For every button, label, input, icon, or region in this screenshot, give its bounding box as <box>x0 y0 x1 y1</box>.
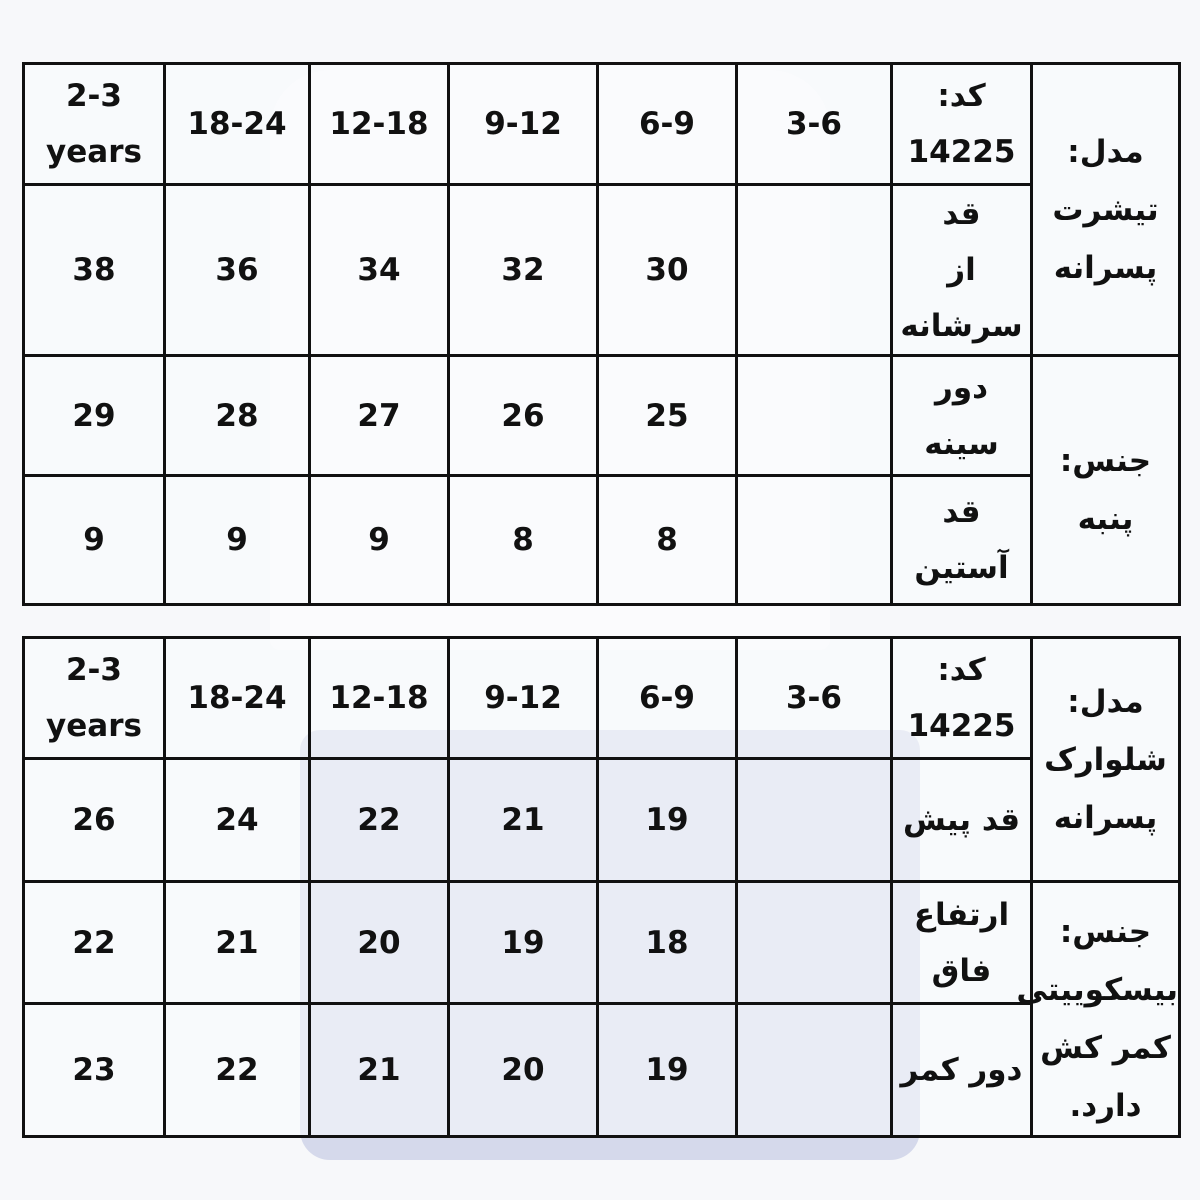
header-row <box>24 64 1180 185</box>
size-value: 24 <box>165 759 310 882</box>
measurement-row <box>24 476 1180 605</box>
measurement-label-text: از سرشانه <box>900 252 1023 344</box>
model-cell <box>1032 638 1180 882</box>
measurement-label-text: قد آستین <box>914 494 1009 586</box>
size-value: 38 <box>24 185 165 356</box>
model-text: شلوارک <box>1044 741 1167 778</box>
measurement-label <box>892 185 1032 356</box>
measurement-label <box>892 882 1032 1004</box>
measurement-row <box>24 356 1180 476</box>
size-value: 34 <box>310 185 449 356</box>
header-row <box>24 638 1180 759</box>
size-value: 22 <box>310 759 449 882</box>
size-value: 21 <box>449 759 598 882</box>
size-value <box>737 1004 892 1137</box>
size-header: 3-6 <box>737 64 892 185</box>
material-text: کمر کش <box>1040 1030 1171 1066</box>
size-value: 21 <box>310 1004 449 1137</box>
measurement-label-text: ارتفاع فاق <box>913 896 1010 989</box>
size-value: 25 <box>598 356 737 476</box>
size-value: 27 <box>310 356 449 476</box>
material-cell <box>1016 882 1180 1137</box>
size-value: 30 <box>598 185 737 356</box>
size-header: 6-9 <box>598 64 737 185</box>
size-value: 21 <box>165 882 310 1004</box>
size-value <box>737 185 892 356</box>
material-cell <box>1032 356 1180 605</box>
size-value: 8 <box>598 476 737 605</box>
size-value: 32 <box>449 185 598 356</box>
measurement-label-text: دور کمر <box>900 1052 1023 1089</box>
size-value: 20 <box>449 1004 598 1137</box>
measurement-row <box>24 882 1180 1004</box>
size-value: 9 <box>24 476 165 605</box>
size-header: 12-18 <box>310 638 449 759</box>
size-value: 23 <box>24 1004 165 1137</box>
measurement-label <box>892 356 1032 476</box>
material-text: جنس: <box>1059 914 1152 950</box>
size-value: 26 <box>24 759 165 882</box>
code-value: 14225 <box>907 708 1016 744</box>
model-text: پسرانه <box>1053 249 1158 286</box>
measurement-row <box>24 185 1180 356</box>
shorts-size-table <box>22 636 1181 1138</box>
size-header: 2-3 years <box>24 64 165 185</box>
tshirt-size-table <box>22 62 1181 606</box>
size-value: 19 <box>598 1004 737 1137</box>
size-value <box>737 476 892 605</box>
size-value <box>737 759 892 882</box>
material-text: دارد. <box>1069 1088 1142 1124</box>
size-value: 28 <box>165 356 310 476</box>
measurement-label-text: قد پیش <box>902 802 1021 838</box>
product-code-cell <box>892 638 1032 759</box>
model-text: تیشرت <box>1052 191 1159 228</box>
size-header: 2-3 years <box>24 638 165 759</box>
measurement-label <box>892 759 1032 882</box>
size-value: 22 <box>24 882 165 1004</box>
measurement-label <box>892 1004 1032 1137</box>
size-value: 36 <box>165 185 310 356</box>
size-header: 18-24 <box>165 64 310 185</box>
measurement-label-text: قد <box>942 196 981 232</box>
size-header: 9-12 <box>449 64 598 185</box>
size-header: 3-6 <box>737 638 892 759</box>
size-value: 19 <box>449 882 598 1004</box>
code-label: کد: <box>937 78 986 114</box>
size-value <box>737 882 892 1004</box>
size-value: 18 <box>598 882 737 1004</box>
size-header: 18-24 <box>165 638 310 759</box>
measurement-label-text: دور سینه <box>924 369 999 462</box>
size-value: 26 <box>449 356 598 476</box>
model-text: پسرانه <box>1053 799 1158 836</box>
size-value: 9 <box>165 476 310 605</box>
size-value: 9 <box>310 476 449 605</box>
size-value: 19 <box>598 759 737 882</box>
size-value: 22 <box>165 1004 310 1137</box>
size-header: 6-9 <box>598 638 737 759</box>
size-value: 29 <box>24 356 165 476</box>
size-header: 9-12 <box>449 638 598 759</box>
size-value: 8 <box>449 476 598 605</box>
model-text: مدل: <box>1067 683 1144 720</box>
size-value: 20 <box>310 882 449 1004</box>
size-header: 12-18 <box>310 64 449 185</box>
measurement-row <box>24 759 1180 882</box>
size-value <box>737 356 892 476</box>
model-text: مدل: <box>1067 133 1144 170</box>
code-label: کد: <box>937 652 986 688</box>
measurement-label <box>892 476 1032 605</box>
code-value: 14225 <box>907 134 1016 170</box>
model-cell <box>1032 64 1180 356</box>
product-code-cell <box>892 64 1032 185</box>
material-text: پنبه <box>1077 501 1134 537</box>
material-text: بیسکوییتی <box>1016 972 1178 1008</box>
measurement-row <box>24 1004 1180 1137</box>
material-text: جنس: <box>1059 443 1152 479</box>
